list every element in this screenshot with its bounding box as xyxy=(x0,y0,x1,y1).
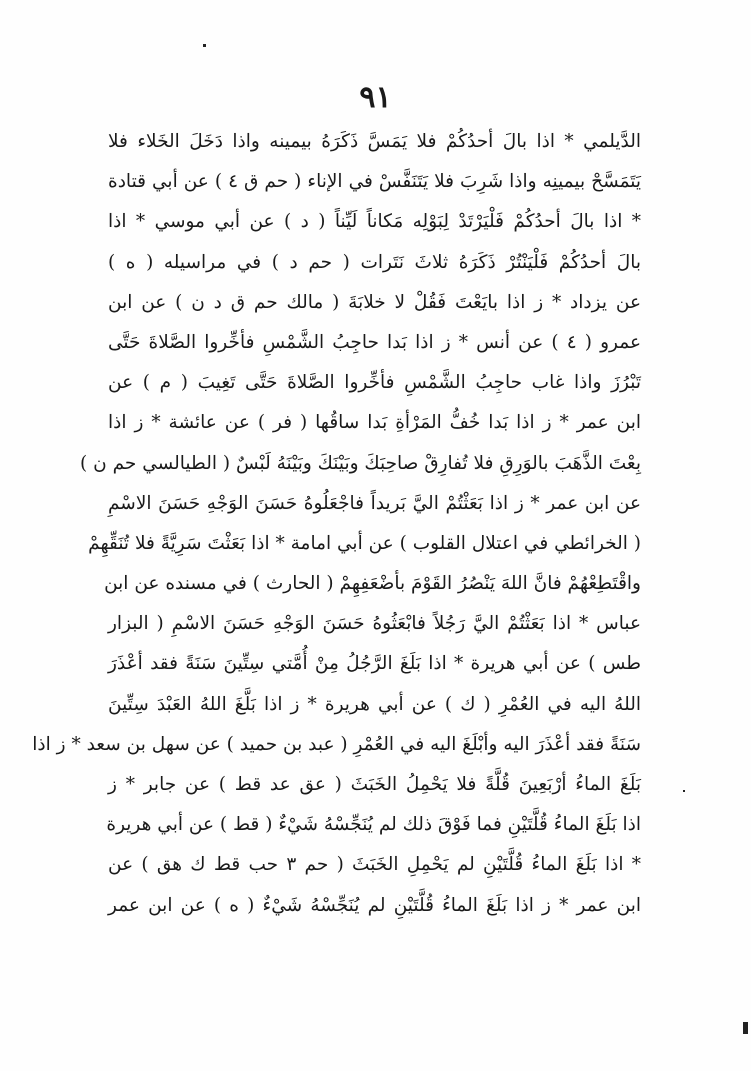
text-line: ابن عمر * ز اذا بَلَغَ الماءُ قُلَّتَيْنِ لم يُنَجِّسْهُ شَيْءٌ ( ه ) عن ابن عمر xyxy=(108,894,641,916)
text-line: اللهُ اليه في العُمْرِ ( ك ) عن أبي هريرة * ز اذا بَلَّغَ اللهُ العَبْدَ سِتِّينَ xyxy=(108,693,641,715)
text-line: عن يزداد * ز اذا بايَعْتَ فَقُلْ لا خلابَةَ ( مالك حم ق د ن ) عن ابن xyxy=(108,291,641,313)
text-line: * اذا بَلَغَ الماءُ قُلَّتَيْنِ لم يَحْمِلِ الخَبَثَ ( حم ٣ حب قط ك هق ) عن xyxy=(108,854,642,876)
page-number: ٩١ xyxy=(359,80,392,115)
text-line: الدَّيلمي * اذا بالَ أحدُكُمْ فلا يَمَسَّ ذَكَرَهُ بيمينه واذا دَخَلَ الخَلاء فلا xyxy=(108,131,641,152)
scan-speck xyxy=(203,44,206,47)
scan-speck xyxy=(743,1022,748,1034)
text-line: بالَ أحدُكُمْ فَلْيَنْتُرْ ذَكَرَهُ ثلاثَ نَتَرات ( حم د ) في مراسيله ( ه ) xyxy=(108,251,641,273)
text-line: تَبْرُزَ واذا غاب حاجِبُ الشَّمْسِ فأخِّروا الصَّلاةَ حَتَّى تَغِيبَ ( م ) عن xyxy=(108,372,641,394)
text-line: واقْتَطِعْهُمْ فانَّ اللهَ يَنْصُرُ القَوْمَ بأضْعَفِهِمْ ( الحارث ) في مسنده عن ابن xyxy=(104,573,641,595)
text-line: بِعْتَ الذَّهَبَ بالوَرِقِ فلا تُفارِقْ صاحِبَكَ وبَيْنَكَ وبَيْنَهُ لَبْسٌ ( الطيالسي حم ن ) xyxy=(80,452,641,474)
text-line: عمرو ( ٤ ) عن أنس * ز اذا بَدا حاجِبُ الشَّمْسِ فأخِّروا الصَّلاةَ حَتَّى xyxy=(108,331,641,353)
text-line: ابن عمر * ز اذا بَدا خُفُّ المَرْأةِ بَدا ساقُها ( فر ) عن عائشة * ز اذا xyxy=(108,412,641,434)
hadith-text-block xyxy=(32,122,642,926)
text-line: * اذا بالَ أحدُكُمْ فَلْيَرْتَدْ لِبَوْلِه مَكاناً لَيِّناً ( د ) عن أبي موسي * اذا xyxy=(108,211,641,233)
text-line: يَتَمَسَّحْ بيمينِه واذا شَرِبَ فلا يَتَنَفَّسْ في الإناء ( حم ق ٤ ) عن أبي قتادة xyxy=(108,171,641,193)
text-line: ( الخرائطي في اعتلال القلوب ) عن أبي امامة * اذا بَعَثْتَ سَرِيَّةً فلا تُنَقِّهِمْ xyxy=(88,532,641,554)
text-line: بَلَغَ الماءُ أرْبَعِينَ قُلَّةً فلا يَحْمِلُ الخَبَثَ ( عق عد قط ) عن جابر * ز xyxy=(108,774,641,795)
scan-speck xyxy=(683,790,685,792)
text-line: عباس * اذا بَعَثْتُمْ اليَّ رَجُلاً فابْعَثُوهُ حَسَنَ الوَجْهِ حَسَنَ الاسْمِ ( البزار xyxy=(108,613,641,635)
text-line: سَنَةً فقد أعْذَرَ اليه وأبْلَغَ اليه في العُمْرِ ( عبد بن حميد ) عن سهل بن سعد * ز اذا xyxy=(32,733,641,755)
text-line: طس ) عن أبي هريرة * اذا بَلَغَ الرَّجُلُ مِنْ أُمَّتي سِتِّينَ سَنَةً فقد أعْذَرَ xyxy=(108,653,641,675)
text-line: عن ابن عمر * ز اذا بَعَثْتُمْ اليَّ بَريداً فاجْعَلُوهُ حَسَنَ الوَجْهِ حَسَنَ الاسْمِ xyxy=(108,492,641,514)
text-line: اذا بَلَغَ الماءُ قُلَّتَيْنِ فما فَوْقَ ذلك لم يُنَجِّسْهُ شَيْءٌ ( قط ) عن أبي هريرة xyxy=(106,814,641,836)
